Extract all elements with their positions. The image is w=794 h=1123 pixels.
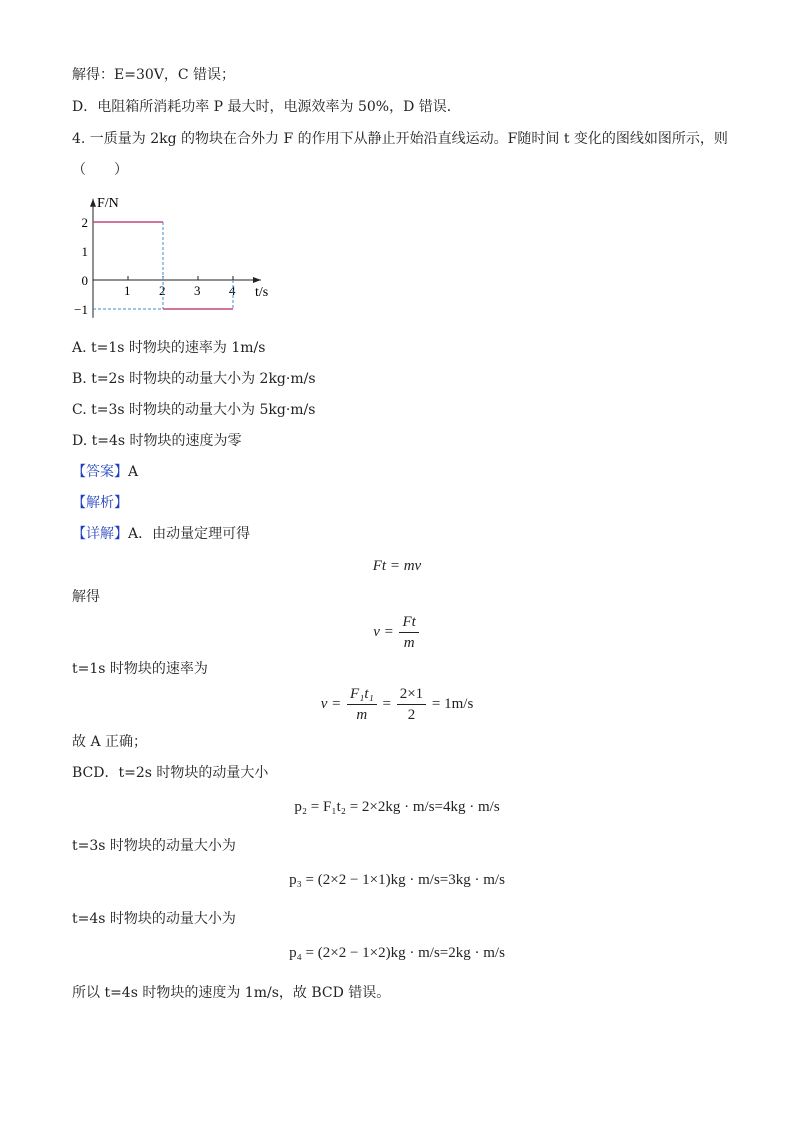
equation-p2: p₂ = F₁t₂ = 2×2kg · m/s=4kg · m/s [294, 799, 500, 815]
eq3-equals: = [382, 695, 391, 712]
text-t4: t=4s 时物块的动量大小为 [72, 911, 236, 927]
answer-value: A [128, 464, 139, 480]
detail-text: A．由动量定理可得 [128, 526, 251, 542]
equation-speed-t1 [0, 684, 794, 725]
text-option-d-prev: D．电阻箱所消耗功率 P 最大时，电源效率为 50%，D 错误． [72, 99, 461, 115]
x-tick-label: 2 [159, 283, 166, 298]
equation-p3: p₃ = (2×2 − 1×1)kg · m/s=3kg · m/s [289, 872, 505, 888]
text-solve: 解得 [72, 589, 100, 605]
text-t3: t=3s 时物块的动量大小为 [72, 838, 236, 854]
y-axis-arrow [90, 199, 96, 207]
eq3-fraction-1 [347, 684, 377, 725]
eq3-fraction-2 [397, 684, 426, 725]
eq3-denominator-2: 2 [407, 707, 416, 723]
text-speed-t1: t=1s 时物块的速率为 [72, 661, 208, 677]
eq3-numerator-1: F₁t₁ [347, 684, 377, 705]
option-b: B. t=2s 时物块的动量大小为 2kg·m/s [72, 371, 316, 387]
eq3-rhs: = 1m/s [431, 695, 474, 712]
equation-momentum-theorem: Ft = mv [372, 558, 422, 574]
equation-velocity [0, 612, 794, 653]
y-axis-label: F/N [97, 195, 119, 211]
question-4-stem: 4. 一质量为 2kg 的物块在合外力 F 的作用下从静止开始沿直线运动。F随时间 t 变化的图线如图所示，则 [72, 131, 728, 147]
y-tick-label: 1 [81, 244, 88, 259]
detail-tag: 【详解】 [72, 526, 128, 542]
x-tick-label: 4 [229, 283, 236, 298]
eq2-numerator: Ft [399, 612, 418, 633]
detail-line [72, 524, 250, 544]
option-c: C. t=3s 时物块的动量大小为 5kg·m/s [72, 402, 316, 418]
answer-tag: 【答案】 [72, 464, 128, 480]
analysis-line [72, 493, 128, 513]
y-tick-label: −1 [74, 302, 88, 317]
force-time-graph [70, 185, 270, 325]
eq2-denominator: m [403, 635, 415, 651]
eq2-fraction [399, 612, 418, 653]
option-a: A. t=1s 时物块的速率为 1m/s [72, 340, 266, 356]
option-d: D. t=4s 时物块的速度为零 [72, 433, 242, 449]
x-tick-label: 3 [194, 283, 201, 298]
text-bcd-t2: BCD．t=2s 时物块的动量大小 [72, 765, 269, 781]
equation-p4: p₄ = (2×2 − 1×2)kg · m/s=2kg · m/s [289, 945, 505, 961]
question-4-bracket: （ ） [72, 162, 128, 178]
text-a-correct: 故 A 正确； [72, 734, 148, 750]
eq3-numerator-2: 2×1 [397, 684, 426, 705]
text-conclusion: 所以 t=4s 时物块的速度为 1m/s，故 BCD 错误。 [72, 985, 391, 1001]
y-tick-label: 0 [81, 273, 88, 288]
answer-line [72, 462, 138, 482]
analysis-tag: 【解析】 [72, 495, 128, 511]
x-axis-label: t/s [255, 285, 269, 300]
y-tick-label: 2 [81, 215, 88, 230]
x-tick-label: 1 [124, 283, 131, 298]
eq3-lhs: v = [320, 695, 342, 712]
eq2-lhs: v = [373, 623, 394, 640]
x-axis-arrow [253, 277, 261, 283]
eq3-denominator-1: m [356, 707, 368, 723]
text-e30: 解得：E=30V，C 错误； [72, 67, 236, 83]
